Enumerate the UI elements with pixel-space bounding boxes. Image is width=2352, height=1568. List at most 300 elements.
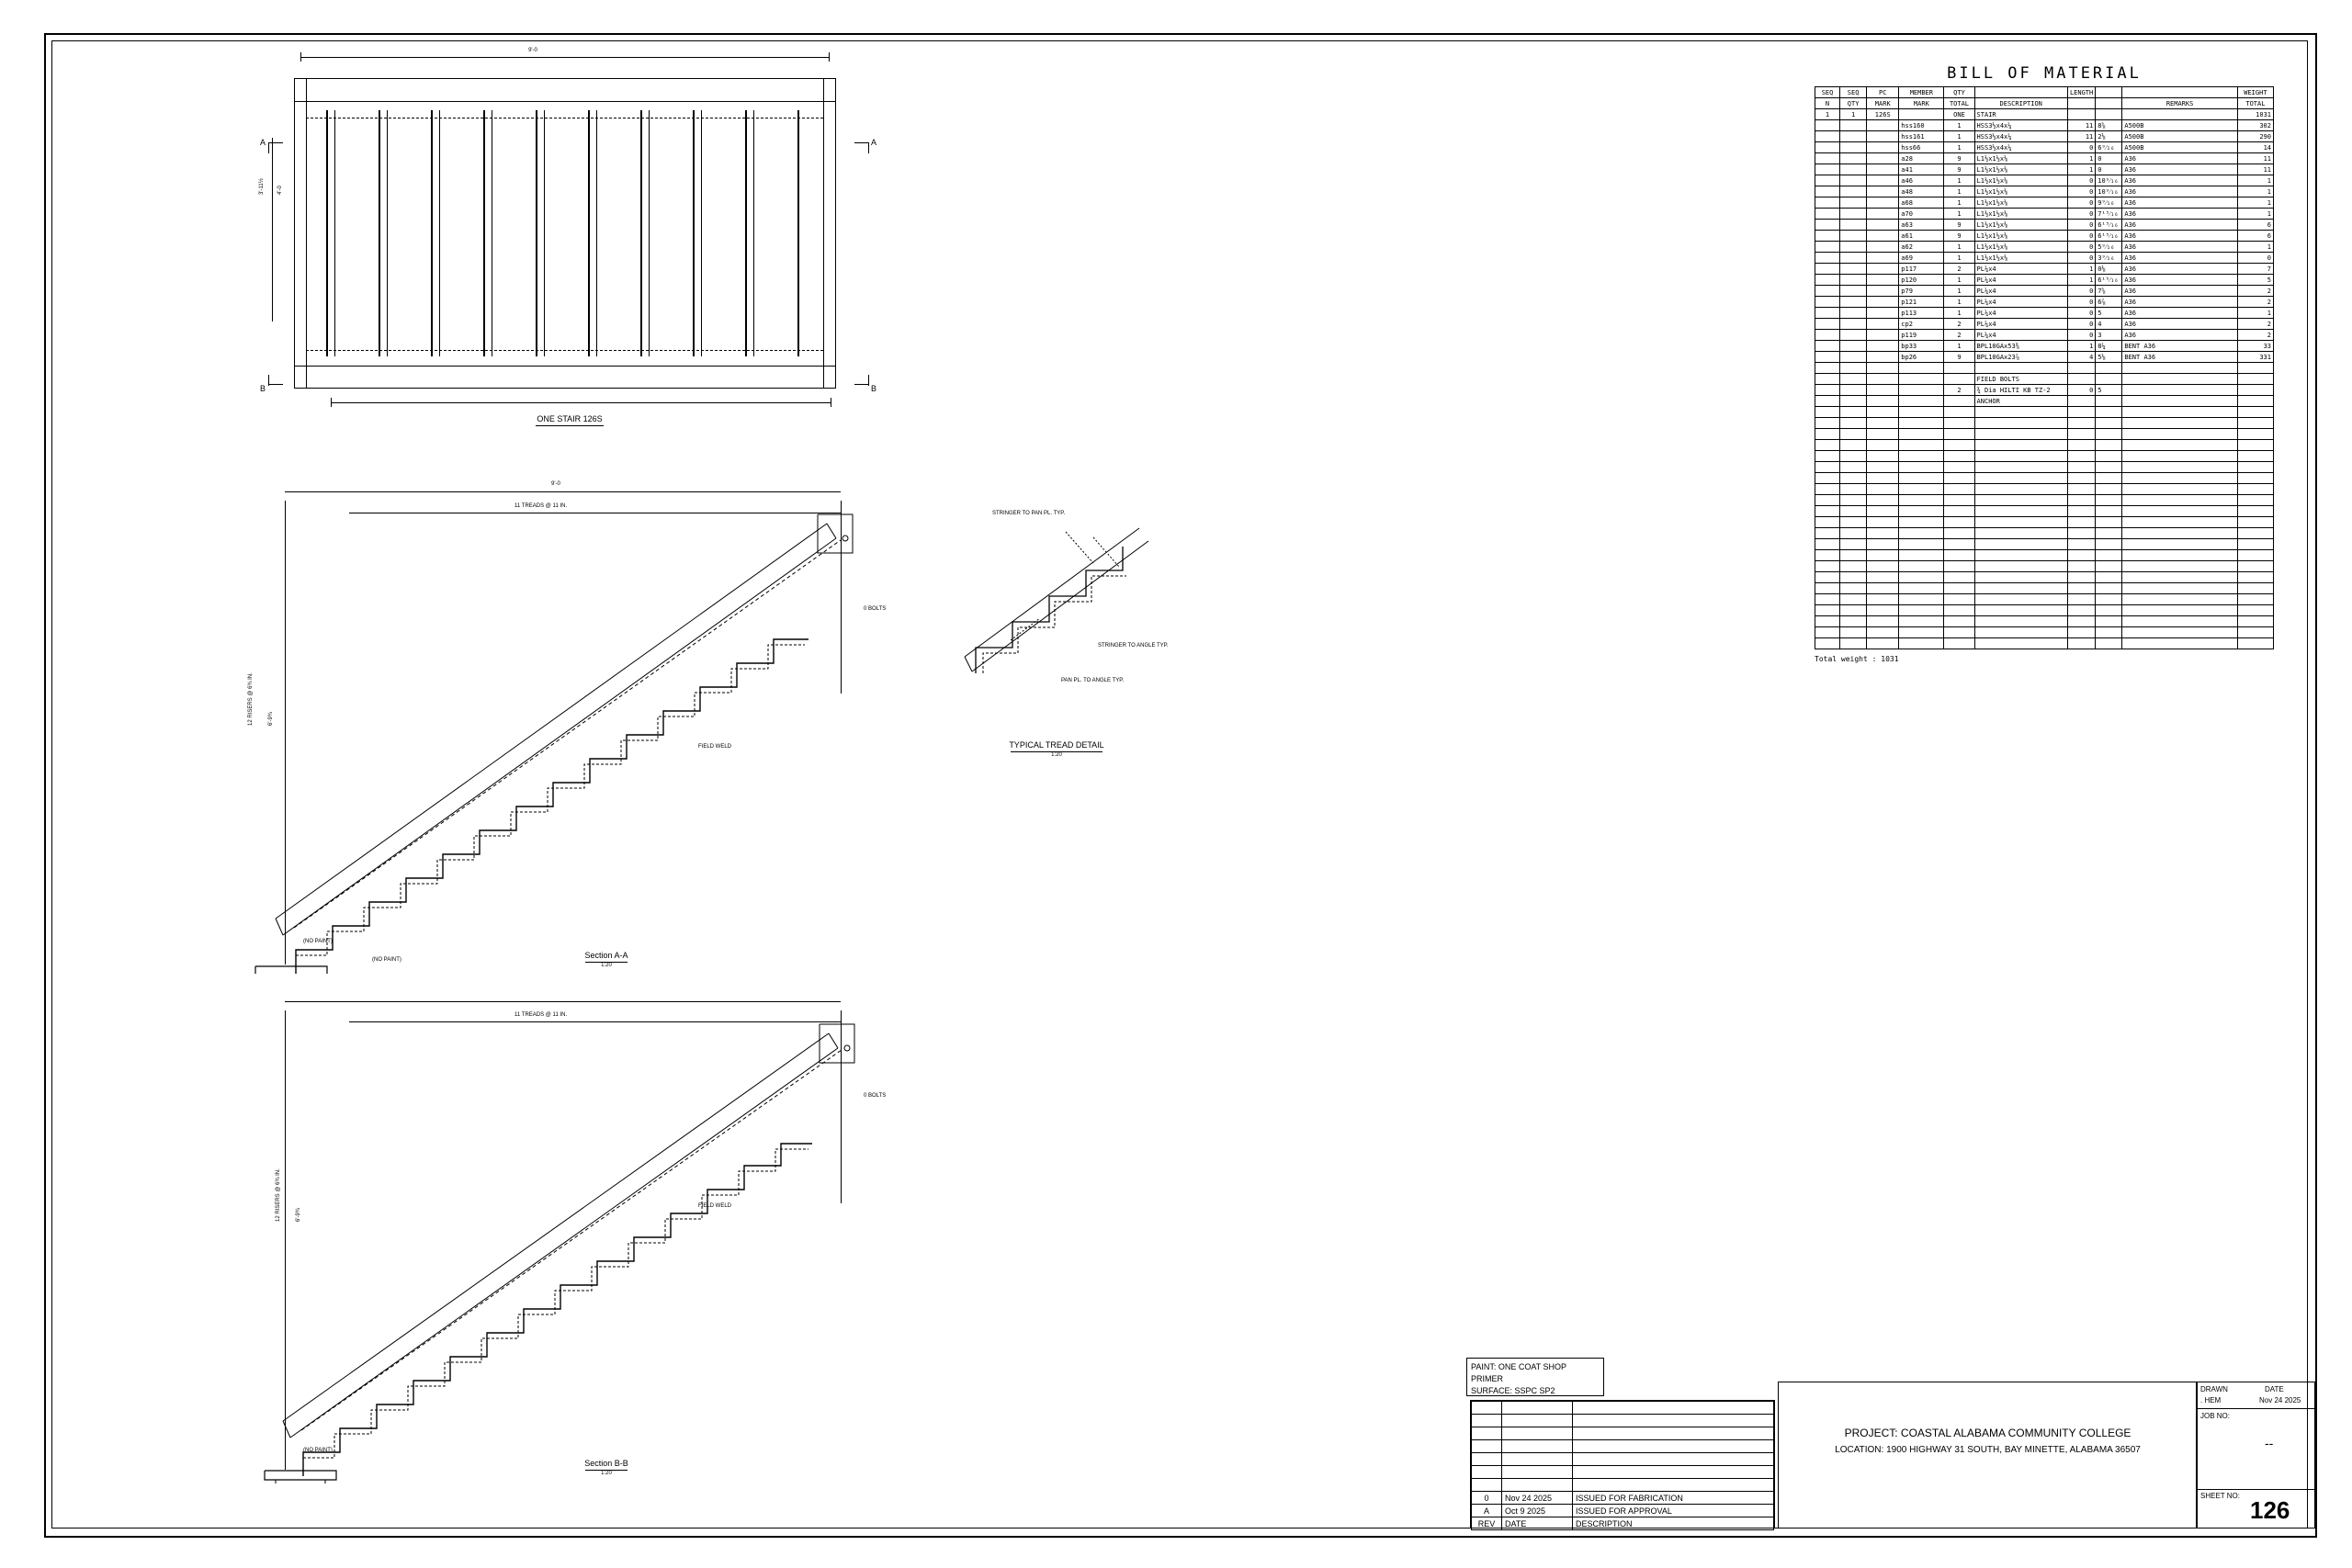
bom-cell-seq_qty: [1840, 242, 1867, 253]
bom-cell-seq_n: [1815, 164, 1840, 175]
bom-cell-rem: A36: [2122, 297, 2237, 308]
bom-row: [1815, 109, 2274, 120]
section-mark-a-left: A: [260, 138, 266, 147]
bom-cell-len_in: 6⁹⁄₁₆: [2096, 142, 2122, 153]
bom-row-empty: [1815, 583, 2274, 594]
bom-cell-rem: [2122, 374, 2237, 385]
bom-cell-len_ft: 0: [2067, 175, 2095, 186]
bom-cell-seq_qty: [1840, 275, 1867, 286]
bom-row: [1815, 131, 2274, 142]
aa-note-bolts: 0 BOLTS: [864, 606, 887, 612]
bom-cell-len_in: [2096, 363, 2122, 374]
bom-cell-rem: A500B: [2122, 142, 2237, 153]
bom-cell-len_in: 6¹⁵⁄₁₆: [2096, 231, 2122, 242]
bom-cell-len_ft: 11: [2067, 120, 2095, 131]
bom-row-empty: [1815, 528, 2274, 539]
bom-cell-desc: [1974, 363, 2067, 374]
bom-h-rem-blank: [2122, 87, 2237, 98]
bom-cell-wt: [2237, 385, 2273, 396]
tread-note-1: STRINGER TO PAN PL. TYP.: [992, 511, 1066, 516]
bom-cell-wt: 11: [2237, 153, 2273, 164]
bom-cell-len_in: 0⅛: [2096, 264, 2122, 275]
bom-cell-pc: [1867, 242, 1899, 253]
bom-cell-len_in: 3: [2096, 330, 2122, 341]
bom-cell-pc: [1867, 286, 1899, 297]
bom-cell-member: [1899, 363, 1944, 374]
bom-cell-pc: [1867, 253, 1899, 264]
bom-cell-seq_n: [1815, 153, 1840, 164]
bom-cell-seq_qty: [1840, 209, 1867, 220]
bom-cell-wt: 1: [2237, 175, 2273, 186]
bom-cell-seq_qty: [1840, 352, 1867, 363]
bom-row-empty: [1815, 484, 2274, 495]
bom-cell-wt: 0: [2237, 253, 2273, 264]
bom-cell-seq_n: [1815, 197, 1840, 209]
bom-cell-len_ft: 1: [2067, 341, 2095, 352]
bom-cell-wt: 1: [2237, 186, 2273, 197]
bom-cell-qty: 1: [1944, 275, 1974, 286]
bom-cell-wt: 2: [2237, 297, 2273, 308]
stringer-geometry-bb: [257, 1006, 900, 1483]
bom-h-seqqty: SEQ: [1840, 87, 1867, 98]
bom-cell-member: bp26: [1899, 352, 1944, 363]
bom-row-empty: [1815, 495, 2274, 506]
bom-row: [1815, 286, 2274, 297]
bom-cell-rem: A36: [2122, 175, 2237, 186]
section-bb-label: Section B-B: [584, 1459, 628, 1468]
bom-cell-qty: 1: [1944, 253, 1974, 264]
bb-note-nopaint: (NO PAINT): [303, 1448, 333, 1453]
bom-cell-wt: 33: [2237, 341, 2273, 352]
bom-cell-qty: 1: [1944, 341, 1974, 352]
bom-cell-seq_n: [1815, 231, 1840, 242]
bom-cell-pc: [1867, 352, 1899, 363]
bom-cell-seq_n: [1815, 286, 1840, 297]
bom-cell-qty: 9: [1944, 352, 1974, 363]
bom-cell-seq_n: [1815, 396, 1840, 407]
bom-cell-member: p121: [1899, 297, 1944, 308]
bom-cell-rem: A36: [2122, 253, 2237, 264]
bom-row: [1815, 374, 2274, 385]
bom-cell-member: a69: [1899, 253, 1944, 264]
bom-cell-len_ft: 1: [2067, 264, 2095, 275]
bom-cell-pc: [1867, 363, 1899, 374]
revision-row: [1472, 1492, 1774, 1505]
bom-cell-wt: 331: [2237, 352, 2273, 363]
bom-cell-qty: ONE: [1944, 109, 1974, 120]
bom-cell-qty: 1: [1944, 308, 1974, 319]
bom-row-empty: [1815, 462, 2274, 473]
rev-h-rev: REV: [1472, 1517, 1502, 1530]
bom-cell-len_in: 6¹⁵⁄₁₆: [2096, 220, 2122, 231]
bom-cell-len_ft: [2067, 363, 2095, 374]
bom-cell-desc: HSS3½x4x¼: [1974, 142, 2067, 153]
bom-cell-wt: 2: [2237, 330, 2273, 341]
bom-cell-seq_n: [1815, 220, 1840, 231]
bom-cell-pc: [1867, 341, 1899, 352]
bom-cell-member: a63: [1899, 220, 1944, 231]
bom-cell-desc: L1½x1½x⅛: [1974, 153, 2067, 164]
bom-cell-wt: 6: [2237, 220, 2273, 231]
bom-cell-member: a41: [1899, 164, 1944, 175]
drawn-by: . HEM: [2200, 1396, 2222, 1404]
bom-cell-pc: [1867, 308, 1899, 319]
bom-cell-rem: A36: [2122, 330, 2237, 341]
bom-row: [1815, 308, 2274, 319]
bom-h-pc: PC: [1867, 87, 1899, 98]
bom-cell-rem: A36: [2122, 231, 2237, 242]
bom-cell-qty: 9: [1944, 153, 1974, 164]
bom-cell-qty: 2: [1944, 264, 1974, 275]
bom-h-remarks: REMARKS: [2122, 98, 2237, 109]
bom-cell-len_ft: 0: [2067, 319, 2095, 330]
bom-cell-wt: 14: [2237, 142, 2273, 153]
bom-cell-wt: 6: [2237, 231, 2273, 242]
bom-row-empty: [1815, 627, 2274, 638]
bom-cell-rem: A36: [2122, 153, 2237, 164]
bom-cell-qty: [1944, 374, 1974, 385]
bom-cell-member: hss161: [1899, 131, 1944, 142]
bom-row-empty: [1815, 451, 2274, 462]
bill-of-material: [1815, 64, 2274, 663]
bom-cell-desc: L1½x1½x⅛: [1974, 197, 2067, 209]
bom-cell-wt: 2: [2237, 319, 2273, 330]
sheet-no-label: SHEET NO:: [2200, 1492, 2240, 1500]
bb-dim-treads: 11 TREADS @ 11 IN.: [514, 1012, 568, 1018]
bom-cell-pc: [1867, 319, 1899, 330]
bom-table: [1815, 86, 2274, 649]
rev-h-desc: DESCRIPTION: [1573, 1517, 1774, 1530]
aa-dim-overall: 9'-0: [551, 481, 560, 487]
job-no-value: --: [2265, 1436, 2274, 1450]
bom-cell-rem: BENT A36: [2122, 352, 2237, 363]
bom-cell-rem: A500B: [2122, 131, 2237, 142]
bom-cell-len_in: 6⅞: [2096, 297, 2122, 308]
paint-spec-box: [1466, 1358, 1604, 1396]
bom-row-empty: [1815, 561, 2274, 572]
bom-row: [1815, 231, 2274, 242]
drawn-info-box: [2196, 1382, 2315, 1529]
bom-cell-seq_qty: 1: [1840, 109, 1867, 120]
bom-cell-rem: A36: [2122, 220, 2237, 231]
bom-h-weight2: TOTAL: [2237, 98, 2273, 109]
bom-row: [1815, 297, 2274, 308]
bom-cell-pc: [1867, 175, 1899, 186]
bom-row: [1815, 352, 2274, 363]
bom-h-qty: QTY: [1944, 87, 1974, 98]
bom-cell-len_in: 5: [2096, 308, 2122, 319]
tread-note-3: PAN PL. TO ANGLE TYP.: [1061, 678, 1125, 683]
bom-row-empty: [1815, 572, 2274, 583]
bom-cell-seq_qty: [1840, 374, 1867, 385]
rev-h-date: DATE: [1502, 1517, 1573, 1530]
bom-row: [1815, 264, 2274, 275]
bom-cell-qty: 2: [1944, 385, 1974, 396]
bom-row-empty: [1815, 429, 2274, 440]
bom-cell-qty: 9: [1944, 231, 1974, 242]
bom-row-empty: [1815, 517, 2274, 528]
plan-dim-left-2: 4'-0: [277, 186, 283, 195]
rev-a-date: Oct 9 2025: [1502, 1505, 1573, 1517]
stringer-geometry: [239, 496, 882, 974]
bom-h-lenft: [2067, 98, 2095, 109]
bom-cell-rem: A36: [2122, 319, 2237, 330]
bom-cell-member: [1899, 396, 1944, 407]
bom-h-len-blank: [2096, 87, 2122, 98]
bom-cell-desc: PL¼x4: [1974, 275, 2067, 286]
aa-note-fieldweld: FIELD WELD: [698, 744, 732, 750]
bom-cell-wt: 1031: [2237, 109, 2273, 120]
rev-a-rev: A: [1472, 1505, 1502, 1517]
surface-line: SURFACE: SSPC SP2: [1471, 1386, 1555, 1395]
bom-cell-desc: L1½x1½x⅛: [1974, 253, 2067, 264]
bom-cell-desc: L1½x1½x⅛: [1974, 220, 2067, 231]
bom-cell-seq_n: [1815, 142, 1840, 153]
bom-cell-seq_n: [1815, 264, 1840, 275]
bom-cell-member: p119: [1899, 330, 1944, 341]
bom-row: [1815, 319, 2274, 330]
bom-cell-len_ft: 0: [2067, 297, 2095, 308]
bom-cell-desc: BPL10GAx53⅜: [1974, 341, 2067, 352]
bom-cell-seq_n: [1815, 363, 1840, 374]
bom-cell-seq_n: [1815, 352, 1840, 363]
bom-cell-wt: 11: [2237, 164, 2273, 175]
bom-cell-rem: A500B: [2122, 120, 2237, 131]
bom-cell-len_in: [2096, 109, 2122, 120]
bom-cell-pc: [1867, 131, 1899, 142]
bom-row-empty: [1815, 407, 2274, 418]
bom-title: BILL OF MATERIAL: [1947, 64, 2142, 83]
bom-cell-member: [1899, 385, 1944, 396]
bom-cell-pc: [1867, 142, 1899, 153]
section-aa-label: Section A-A: [584, 951, 628, 960]
bom-cell-desc: PL¼x4: [1974, 330, 2067, 341]
bb-note-bolts: 0 BOLTS: [864, 1093, 887, 1099]
bom-row: [1815, 341, 2274, 352]
bom-cell-rem: A36: [2122, 186, 2237, 197]
rev-0-date: Nov 24 2025: [1502, 1492, 1573, 1505]
bom-cell-member: p120: [1899, 275, 1944, 286]
bom-row: [1815, 253, 2274, 264]
bom-header-row-1: [1815, 87, 2274, 98]
bom-cell-len_ft: 0: [2067, 242, 2095, 253]
bom-cell-len_in: 4: [2096, 319, 2122, 330]
bom-cell-wt: 1: [2237, 308, 2273, 319]
bom-cell-pc: [1867, 396, 1899, 407]
bom-cell-seq_qty: [1840, 308, 1867, 319]
revision-table-inner: [1471, 1401, 1774, 1530]
bom-row: [1815, 164, 2274, 175]
bom-row-empty: [1815, 418, 2274, 429]
bom-cell-rem: A36: [2122, 164, 2237, 175]
bom-cell-len_ft: 4: [2067, 352, 2095, 363]
bom-cell-member: a62: [1899, 242, 1944, 253]
bom-cell-member: p113: [1899, 308, 1944, 319]
bom-cell-len_in: 9⁹⁄₁₆: [2096, 197, 2122, 209]
date-value: Nov 24 2025: [2259, 1396, 2301, 1404]
bom-cell-pc: [1867, 209, 1899, 220]
plan-dim-left-1: 3'-11½: [259, 178, 265, 195]
bom-cell-qty: 1: [1944, 209, 1974, 220]
section-aa-scale: 1:20: [601, 963, 612, 968]
bom-cell-len_ft: 0: [2067, 385, 2095, 396]
bom-h-lenin: [2096, 98, 2122, 109]
bom-cell-pc: [1867, 385, 1899, 396]
bom-cell-qty: 1: [1944, 297, 1974, 308]
bom-cell-pc: [1867, 220, 1899, 231]
bom-h-pc2: MARK: [1867, 98, 1899, 109]
bom-h-desc: DESCRIPTION: [1974, 98, 2067, 109]
bom-cell-len_in: [2096, 396, 2122, 407]
bom-cell-seq_qty: [1840, 319, 1867, 330]
bom-cell-pc: [1867, 186, 1899, 197]
bom-cell-seq_qty: [1840, 341, 1867, 352]
bom-row-empty: [1815, 550, 2274, 561]
bom-cell-desc: L1½x1½x⅛: [1974, 175, 2067, 186]
bom-cell-seq_qty: [1840, 231, 1867, 242]
bom-cell-desc: L1½x1½x⅛: [1974, 164, 2067, 175]
bom-cell-seq_qty: [1840, 264, 1867, 275]
bom-cell-qty: 1: [1944, 186, 1974, 197]
bom-cell-pc: [1867, 297, 1899, 308]
bom-cell-len_in: [2096, 374, 2122, 385]
bom-cell-member: [1899, 374, 1944, 385]
bom-cell-desc: HSS3½x4x¼: [1974, 131, 2067, 142]
bom-cell-seq_n: [1815, 308, 1840, 319]
bom-cell-member: a28: [1899, 153, 1944, 164]
bom-cell-qty: 2: [1944, 330, 1974, 341]
bom-cell-seq_n: [1815, 175, 1840, 186]
bom-h-member2: MARK: [1899, 98, 1944, 109]
bom-cell-len_in: 6¹⁵⁄₁₆: [2096, 275, 2122, 286]
bom-cell-qty: 9: [1944, 220, 1974, 231]
bom-cell-seq_n: [1815, 341, 1840, 352]
bom-cell-seq_qty: [1840, 297, 1867, 308]
bom-cell-qty: [1944, 363, 1974, 374]
date-label: DATE: [2265, 1385, 2284, 1393]
bom-cell-len_ft: 0: [2067, 209, 2095, 220]
bom-cell-len_in: 5⁹⁄₁₆: [2096, 242, 2122, 253]
bom-cell-member: a70: [1899, 209, 1944, 220]
bom-total-weight: Total weight : 1031: [1815, 655, 1899, 663]
bom-cell-member: bp33: [1899, 341, 1944, 352]
bom-cell-wt: [2237, 396, 2273, 407]
bom-cell-seq_n: [1815, 297, 1840, 308]
bom-cell-qty: 1: [1944, 286, 1974, 297]
project-info-box: [1778, 1382, 2198, 1529]
bom-cell-wt: 1: [2237, 209, 2273, 220]
job-no-label: JOB NO:: [2200, 1412, 2231, 1420]
bom-cell-member: cp2: [1899, 319, 1944, 330]
bom-body: [1815, 109, 2274, 649]
bom-row: [1815, 363, 2274, 374]
bom-row-empty: [1815, 638, 2274, 649]
bom-cell-member: p117: [1899, 264, 1944, 275]
bom-cell-qty: [1944, 396, 1974, 407]
project-location: LOCATION: 1900 HIGHWAY 31 SOUTH, BAY MINETTE, ALABAMA 36507: [1835, 1445, 2141, 1455]
bom-cell-len_in: 10⁹⁄₁₆: [2096, 175, 2122, 186]
bom-cell-wt: 7: [2237, 264, 2273, 275]
rev-a-desc: ISSUED FOR APPROVAL: [1573, 1505, 1774, 1517]
bb-dim-height: 6'-9¾: [296, 1208, 301, 1222]
aa-note-nopaint-2: (NO PAINT): [372, 957, 401, 963]
bom-cell-len_in: 8⅝: [2096, 120, 2122, 131]
bom-cell-seq_n: [1815, 131, 1840, 142]
paint-line: PAINT: ONE COAT SHOP PRIMER: [1471, 1362, 1566, 1383]
bom-cell-seq_qty: [1840, 385, 1867, 396]
bom-cell-desc: FIELD BOLTS: [1974, 374, 2067, 385]
bom-cell-pc: [1867, 374, 1899, 385]
bom-cell-desc: L1½x1½x⅛: [1974, 186, 2067, 197]
bb-note-fieldweld: FIELD WELD: [698, 1203, 732, 1209]
bom-cell-seq_qty: [1840, 253, 1867, 264]
bom-cell-desc: PL¼x4: [1974, 297, 2067, 308]
bom-cell-pc: [1867, 197, 1899, 209]
bom-cell-len_ft: 0: [2067, 286, 2095, 297]
bom-row-empty: [1815, 539, 2274, 550]
bom-cell-rem: [2122, 109, 2237, 120]
bom-cell-desc: PL¼x4: [1974, 264, 2067, 275]
bom-cell-desc: PL¼x4: [1974, 286, 2067, 297]
revision-table: [1470, 1400, 1775, 1529]
bom-h-seqqty2: QTY: [1840, 98, 1867, 109]
bom-cell-seq_n: [1815, 330, 1840, 341]
plan-view-label: ONE STAIR 126S: [537, 414, 603, 423]
bom-row: [1815, 209, 2274, 220]
bom-row: [1815, 396, 2274, 407]
section-mark-b-left: B: [260, 384, 266, 393]
bom-cell-len_in: 0: [2096, 164, 2122, 175]
bom-h-weight: WEIGHT: [2237, 87, 2273, 98]
section-bb-scale: 1:20: [601, 1471, 612, 1476]
section-mark-b-right: B: [871, 384, 877, 393]
bom-cell-rem: [2122, 396, 2237, 407]
bom-cell-rem: A36: [2122, 308, 2237, 319]
bom-cell-pc: [1867, 164, 1899, 175]
bom-cell-seq_n: [1815, 209, 1840, 220]
bom-row: [1815, 186, 2274, 197]
bom-row: [1815, 197, 2274, 209]
bom-row-empty: [1815, 594, 2274, 605]
bom-cell-len_in: 2⅛: [2096, 131, 2122, 142]
bom-cell-desc: BPL10GAx23⅞: [1974, 352, 2067, 363]
bom-cell-wt: [2237, 374, 2273, 385]
bom-row: [1815, 385, 2274, 396]
bom-cell-seq_qty: [1840, 175, 1867, 186]
bom-cell-seq_qty: [1840, 220, 1867, 231]
bom-cell-desc: ANCHOR: [1974, 396, 2067, 407]
revision-header-row: [1472, 1517, 1774, 1530]
bom-cell-len_ft: 11: [2067, 131, 2095, 142]
bom-cell-len_in: 3⁹⁄₁₆: [2096, 253, 2122, 264]
bom-cell-seq_qty: [1840, 197, 1867, 209]
tread-detail-scale: 1:20: [1051, 752, 1062, 758]
bom-cell-desc: PL¼x4: [1974, 308, 2067, 319]
bom-cell-wt: 290: [2237, 131, 2273, 142]
bom-cell-rem: A36: [2122, 242, 2237, 253]
bom-cell-pc: [1867, 153, 1899, 164]
bom-cell-seq_qty: [1840, 164, 1867, 175]
bom-cell-seq_n: [1815, 385, 1840, 396]
bom-cell-seq_qty: [1840, 120, 1867, 131]
bom-cell-len_ft: [2067, 109, 2095, 120]
bom-cell-len_ft: 1: [2067, 275, 2095, 286]
bom-cell-pc: [1867, 120, 1899, 131]
bom-cell-desc: STAIR: [1974, 109, 2067, 120]
bom-cell-desc: L1½x1½x⅛: [1974, 231, 2067, 242]
bom-cell-member: [1899, 109, 1944, 120]
bom-cell-rem: [2122, 363, 2237, 374]
